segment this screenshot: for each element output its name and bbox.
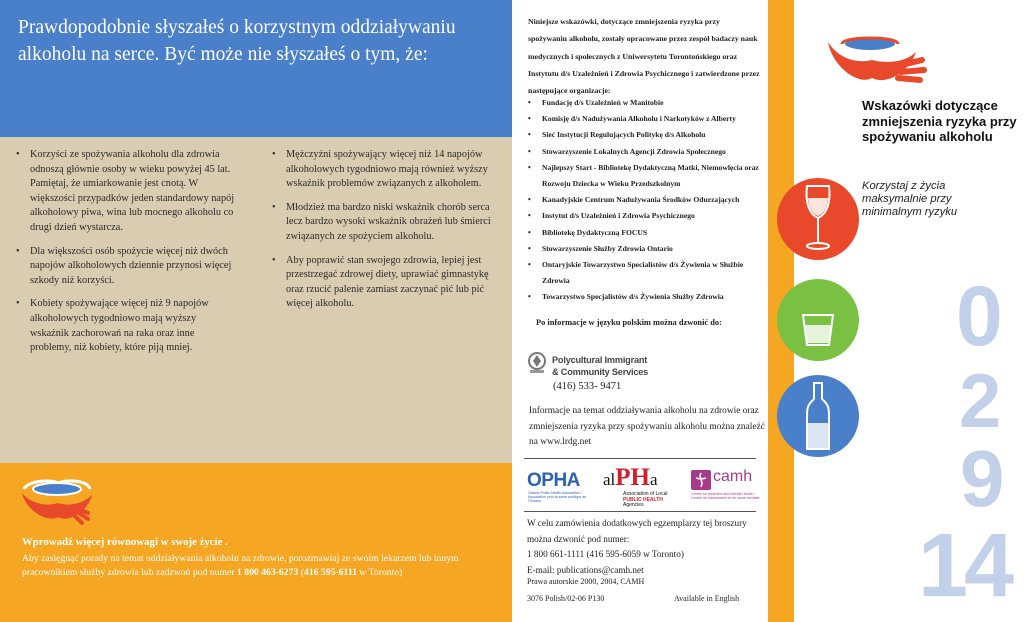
fact-item: • Mężczyźni spożywający więcej niż 14 napojów alkoholowych tygodniowo mają również wyższy wskaźnik problemów związanych z alkoholem.	[270, 148, 496, 192]
list-item: • Kanadyjskie Centrum Nadużywania Środków Odurzających	[528, 192, 764, 208]
divider	[524, 511, 756, 512]
fact-item: • Dla większości osób spożycie więcej niż dwóch napojów alkoholowych dziennie przynosi więcej szkody niż korzyści.	[14, 245, 236, 289]
english-availability: Available in English	[674, 594, 740, 603]
bottle-icon	[777, 375, 859, 457]
divider	[524, 458, 756, 459]
list-item: • Fundację d/s Uzależnień w Manitobie	[528, 95, 764, 111]
list-item: • Sieć Instytucji Regulujących Politykę d/s Alkoholu	[528, 127, 764, 143]
opha-logo: OPHA Ontario Public Health Association / Association pour la santé publique de l'Ontario	[527, 470, 587, 503]
hands-bowl-logo-icon	[824, 30, 928, 90]
wine-glass-icon	[777, 178, 859, 260]
pics-name-line1: Polycultural Immigrant	[552, 355, 648, 365]
pics-phone: (416) 533- 9471	[553, 381, 622, 392]
list-item: • Najlepszy Start - Bibliotekę Dydaktyczną Matki, Niemowlęcia oraz Rozwoju Dziecka w Wieku Przedszkolnym	[528, 160, 764, 192]
facts-column-left	[14, 148, 236, 365]
publication-code: 3076 Polish/02-06 P130	[527, 594, 605, 603]
list-item: • Stowarzyszenie Lokalnych Agencji Zdrowia Społecznego	[528, 144, 764, 160]
list-item: • Stowarzyszenie Służby Zdrowia Ontario	[528, 241, 764, 257]
intro-paragraph: Niniejsze wskazówki, dotyczące zmniejszenia ryzyka przy spożywaniu alkoholu, zostały opracowane przez zespół badaczy nauk medycznych i społecznych z Uniwersytetu Torontońskiego oraz Instytutu d/s Uzależnień i Zdrowia Psychicznego i zatwierdzone przez następujące organizacje:	[528, 17, 760, 96]
facts-column-right	[270, 148, 496, 321]
brochure-title: Wskazówki dotyczące zmniejszenia ryzyka przy spożywaniu alkoholu	[862, 98, 1017, 145]
order-info: W celu zamówienia dodatkowych egzemplarzy tej broszury można dzwonić pod numer: 1 800 661-1111 (416 595-6059 w Toronto) E-mail: publications@camh.net	[527, 516, 763, 578]
info-paragraph: Informacje na temat oddziaływania alkoholu na zdrowie oraz zmniejszenia ryzyka przy spożywaniu alkoholu można znaleźć na www.lrdg.net	[529, 406, 765, 447]
brochure-subtitle: Korzystaj z życia maksymalnie przy minimalnym ryzyku	[862, 180, 958, 218]
order-email: E-mail: publications@camh.net	[527, 564, 644, 575]
tumbler-circle	[777, 279, 859, 361]
digit-0: 0	[956, 269, 1003, 363]
copyright: Prawa autorskie 2000, 2004, CAMH	[527, 577, 645, 586]
list-item: • Instytut d/s Uzależnień i Zdrowia Psychicznego	[528, 208, 764, 224]
wine-circle	[777, 178, 859, 260]
organization-list	[528, 95, 764, 306]
digit-9: 9	[960, 434, 1005, 523]
alpha-logo: alPHa Association of Local PUBLIC HEALTH Agencies	[603, 464, 668, 509]
list-item: • Komisję d/s Nadużywania Alkoholu i Narkotyków z Alberty	[528, 111, 764, 127]
fact-item: • Korzyści ze spożywania alkoholu dla zdrowia odnoszą głównie osoby w wieku powyżej 45 lat. Pamiętaj, że umiarkowanie jest cnotą. W większości przypadków jeden standardowy napój alkoholowy piwa, wina lub mocnego alkoholu co drugi dzień wystarcza.	[14, 148, 236, 236]
tumbler-glass-icon	[777, 279, 859, 361]
order-phone: 1 800 661-1111 (416 595-6059 w Toronto)	[527, 549, 684, 559]
camh-mark-icon	[691, 470, 711, 490]
polish-info-heading: Po informacje w języku polskim można dzwonić do:	[536, 318, 722, 327]
list-item: • Towarzystwo Specjalistów d/s Żywienia Służby Zdrowia	[528, 289, 764, 305]
panel-title: Prawdopodobnie słyszałeś o korzystnym oddziaływaniu alkoholu na serce. Być może nie słyszałeś o tym, że:	[18, 17, 456, 65]
balance-heading: Wprowadź więcej równowagi w swoje życie .	[22, 536, 228, 548]
fact-item: • Kobiety spożywające więcej niż 9 napojów alkoholowych tygodniowo mają wyższy wskaźnik zachorowań na raka oraz inne problemy, niż kobiety, które piją mniej.	[14, 297, 236, 355]
list-item: • Ontaryjskie Towarzystwo Specialistów d/s Żywienia w Służbie Zdrowia	[528, 257, 764, 289]
fact-item: • Młodzież ma bardzo niski wskaźnik chorób serca lecz bardzo wysoki wskaźnik obrażeń lub śmierci związanych ze spożyciem alkoholu.	[270, 201, 496, 245]
fact-item: • Aby poprawić stan swojego zdrowia, lepiej jest przestrzegać zdrowej diety, uprawiać gimnastykę oraz rzucić palenie zamiast zaczynać pić lub pić więcej alkoholu.	[270, 254, 496, 312]
digit-14: 14	[918, 516, 1011, 616]
pics-name-line2: & Community Services	[552, 367, 649, 377]
bottle-circle	[777, 375, 859, 457]
advice-text: Aby zasięgnąć porady na temat oddziaływania alkoholu na zdrowie, porozmawiaj ze swoim lekarzem lub innym pracownikiem służby zdrowia lub zadzwoń pod numer 1 800 463-6273 (416 595-6111 w Toronto)	[22, 553, 459, 578]
hands-bowl-logo-icon	[18, 477, 96, 527]
digit-2: 2	[959, 359, 1002, 444]
list-item: • Bibliotekę Dydaktyczną FOCUS	[528, 225, 764, 241]
